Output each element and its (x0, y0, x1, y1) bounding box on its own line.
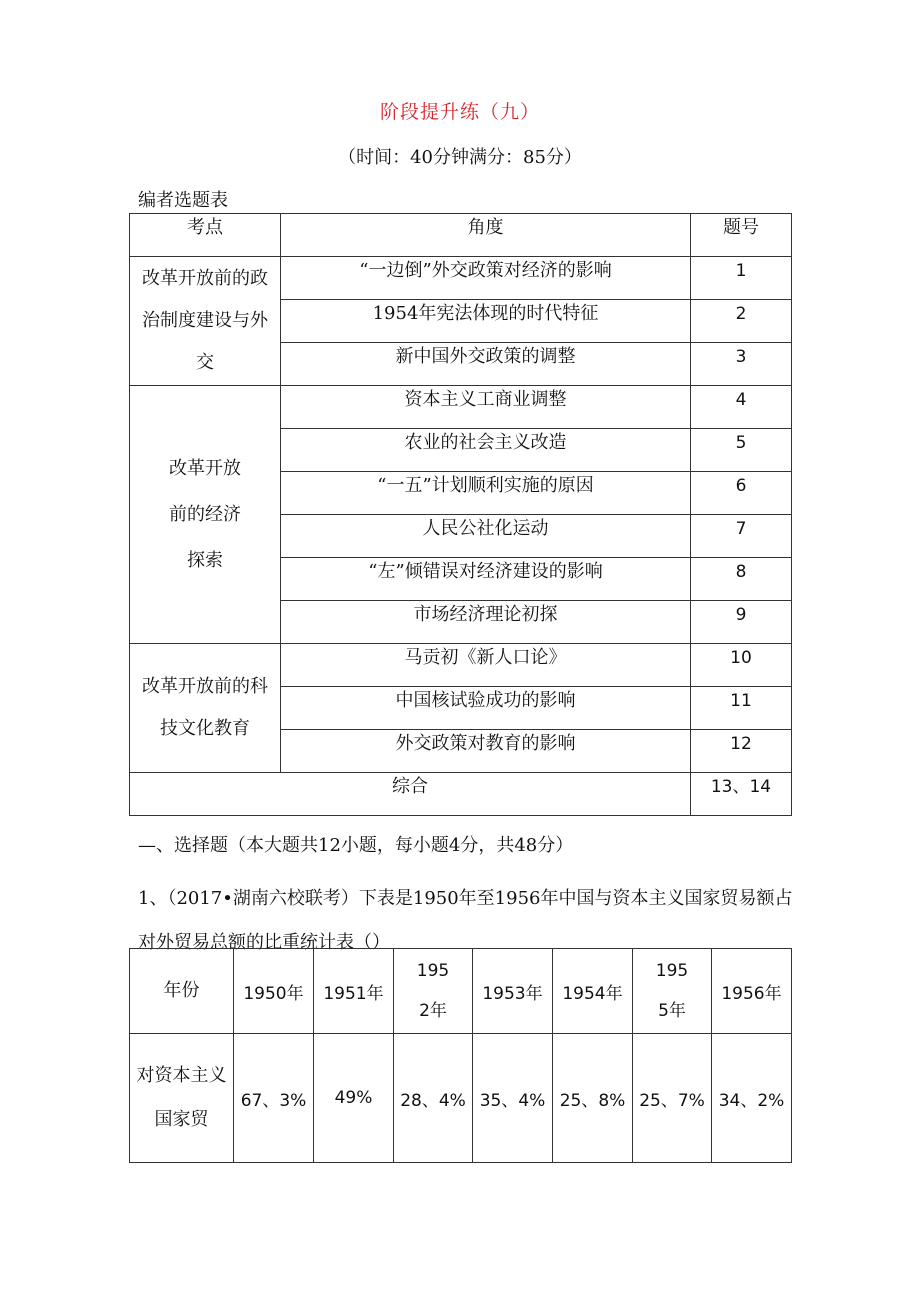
topic-selection-table (129, 213, 792, 816)
number-cell: 10 (691, 644, 792, 687)
section-heading: —、选择题（本大题共12小题，每小题4分，共48分） (138, 835, 574, 856)
trade-share-table (129, 948, 792, 1163)
header-number: 题号 (691, 214, 792, 257)
value-cell: 25、7% (633, 1034, 712, 1163)
value-cell: 67、3% (234, 1034, 314, 1163)
exam-time-score: （时间：40分钟满分：85分） (338, 147, 582, 168)
topic-text: 改革开放前的经济探索 (169, 457, 241, 571)
topic-cell (130, 644, 281, 773)
angle-cell: 人民公社化运动 (281, 515, 691, 558)
value-cell: 34、2% (712, 1034, 792, 1163)
angle-cell: 外交政策对教育的影响 (281, 730, 691, 773)
table-row (130, 257, 792, 300)
value-cell: 49% (314, 1034, 394, 1163)
number-cell: 1 (691, 257, 792, 300)
question-1-text: 1、（2017•湖南六校联考）下表是1950年至1956年中国与资本主义国家贸易额占对外贸易总额的比重统计表（） (138, 888, 793, 953)
number-cell: 11 (691, 687, 792, 730)
year-cell-text: 1955年 (655, 961, 689, 1021)
year-cell: 1954年 (553, 949, 633, 1034)
topic-cell (130, 386, 281, 644)
summary-label: 综合 (130, 773, 691, 816)
angle-cell: “一五”计划顺利实施的原因 (281, 472, 691, 515)
value-cell: 35、4% (473, 1034, 553, 1163)
year-cell: 1950年 (234, 949, 314, 1034)
angle-cell: “左”倾错误对经济建设的影响 (281, 558, 691, 601)
year-cell-text: 1952年 (416, 961, 450, 1021)
number-cell: 9 (691, 601, 792, 644)
number-cell: 5 (691, 429, 792, 472)
value-row (130, 1034, 792, 1163)
header-angle: 角度 (281, 214, 691, 257)
angle-cell: “一边倒”外交政策对经济的影响 (281, 257, 691, 300)
angle-cell: 马贡初《新人口论》 (281, 644, 691, 687)
table-row (130, 644, 792, 687)
topic-text: 改革开放前的政治制度建设与外交 (142, 268, 268, 373)
angle-cell: 农业的社会主义改造 (281, 429, 691, 472)
number-cell: 6 (691, 472, 792, 515)
year-row (130, 949, 792, 1034)
angle-cell: 1954年宪法体现的时代特征 (281, 300, 691, 343)
year-row-header: 年份 (130, 949, 234, 1034)
summary-row (130, 773, 792, 816)
angle-cell: 市场经济理论初探 (281, 601, 691, 644)
value-cell: 28、4% (394, 1034, 473, 1163)
number-cell: 3 (691, 343, 792, 386)
year-cell: 1953年 (473, 949, 553, 1034)
topic-table-caption: 编者选题表 (138, 190, 228, 211)
number-cell: 4 (691, 386, 792, 429)
header-topic: 考点 (130, 214, 281, 257)
page-title: 阶段提升练（九） (379, 101, 540, 123)
topic-cell (130, 257, 281, 386)
year-cell: 1956年 (712, 949, 792, 1034)
number-cell: 7 (691, 515, 792, 558)
value-row-header-text: 对资本主义国家贸 (136, 1065, 227, 1130)
angle-cell: 新中国外交政策的调整 (281, 343, 691, 386)
year-cell (633, 949, 712, 1034)
number-cell: 8 (691, 558, 792, 601)
year-cell: 1951年 (314, 949, 394, 1034)
table-row (130, 386, 792, 429)
value-cell: 25、8% (553, 1034, 633, 1163)
number-cell: 2 (691, 300, 792, 343)
topic-text: 改革开放前的科技文化教育 (142, 676, 268, 739)
number-cell: 12 (691, 730, 792, 773)
table-header-row (130, 214, 792, 257)
summary-number: 13、14 (691, 773, 792, 816)
angle-cell: 中国核试验成功的影响 (281, 687, 691, 730)
value-row-header (130, 1034, 234, 1163)
angle-cell: 资本主义工商业调整 (281, 386, 691, 429)
year-cell (394, 949, 473, 1034)
